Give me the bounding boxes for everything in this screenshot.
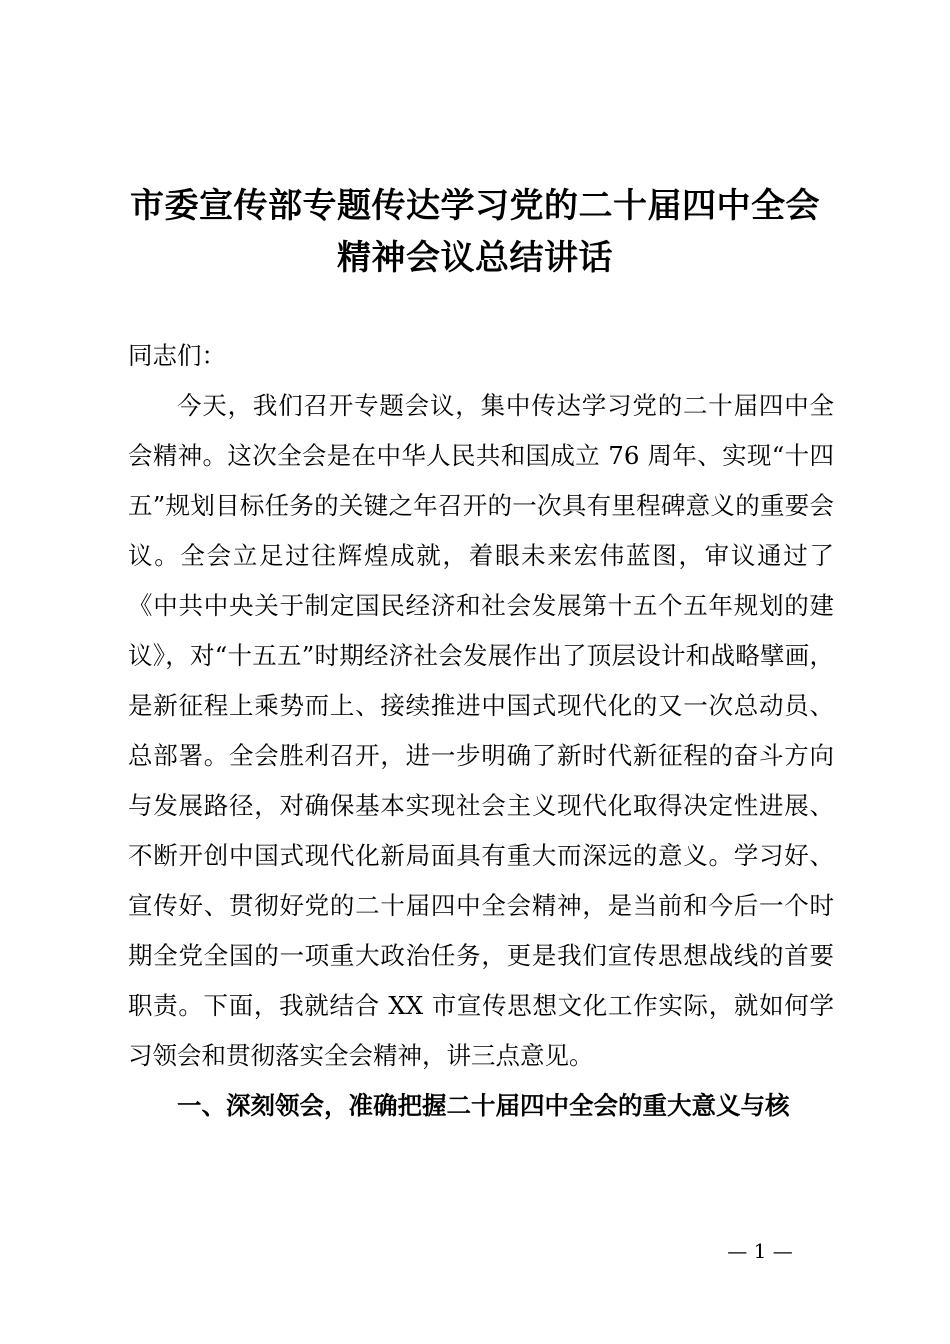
opening-paragraph: 今天，我们召开专题会议，集中传达学习党的二十届四中全会精神。这次全会是在中华人民共和国成立 76 周年、实现“十四五”规划目标任务的关键之年召开的一次具有里程碑意义的重要会议。全会立足过往辉煌成就，着眼未来宏伟蓝图，审议通过了《中共中央关于制定国民经济和社会发展第十五个五年规划的建议》，对“十五五”时期经济社会发展作出了顶层设计和战略擘画，是新征程上乘势而上、接续推进中国式现代化的又一次总动员、总部署。全会胜利召开，进一步明确了新时代新征程的奋斗方向与发展路径，对确保基本实现社会主义现代化取得决定性进展、不断开创中国式现代化新局面具有重大而深远的意义。学习好、宣传好、贯彻好党的二十届四中全会精神，是当前和今后一个时期全党全国的一项重大政治任务，更是我们宣传思想战线的首要职责。下面，我就结合 XX 市宣传思想文化工作实际，就如何学习领会和贯彻落实全会精神，讲三点意见。	[128, 391, 834, 1070]
section-heading-1: 一、深刻领会，准确把握二十届四中全会的重大意义与核	[177, 1091, 790, 1120]
title-line-1: 市委宣传部专题传达学习党的二十届四中全会	[130, 186, 820, 226]
salutation: 同志们：	[128, 341, 226, 370]
document-body	[128, 331, 834, 1131]
title-line-2: 精神会议总结讲话	[337, 238, 613, 278]
document-title	[0, 180, 950, 284]
page-number: — 1 —	[727, 1239, 793, 1263]
